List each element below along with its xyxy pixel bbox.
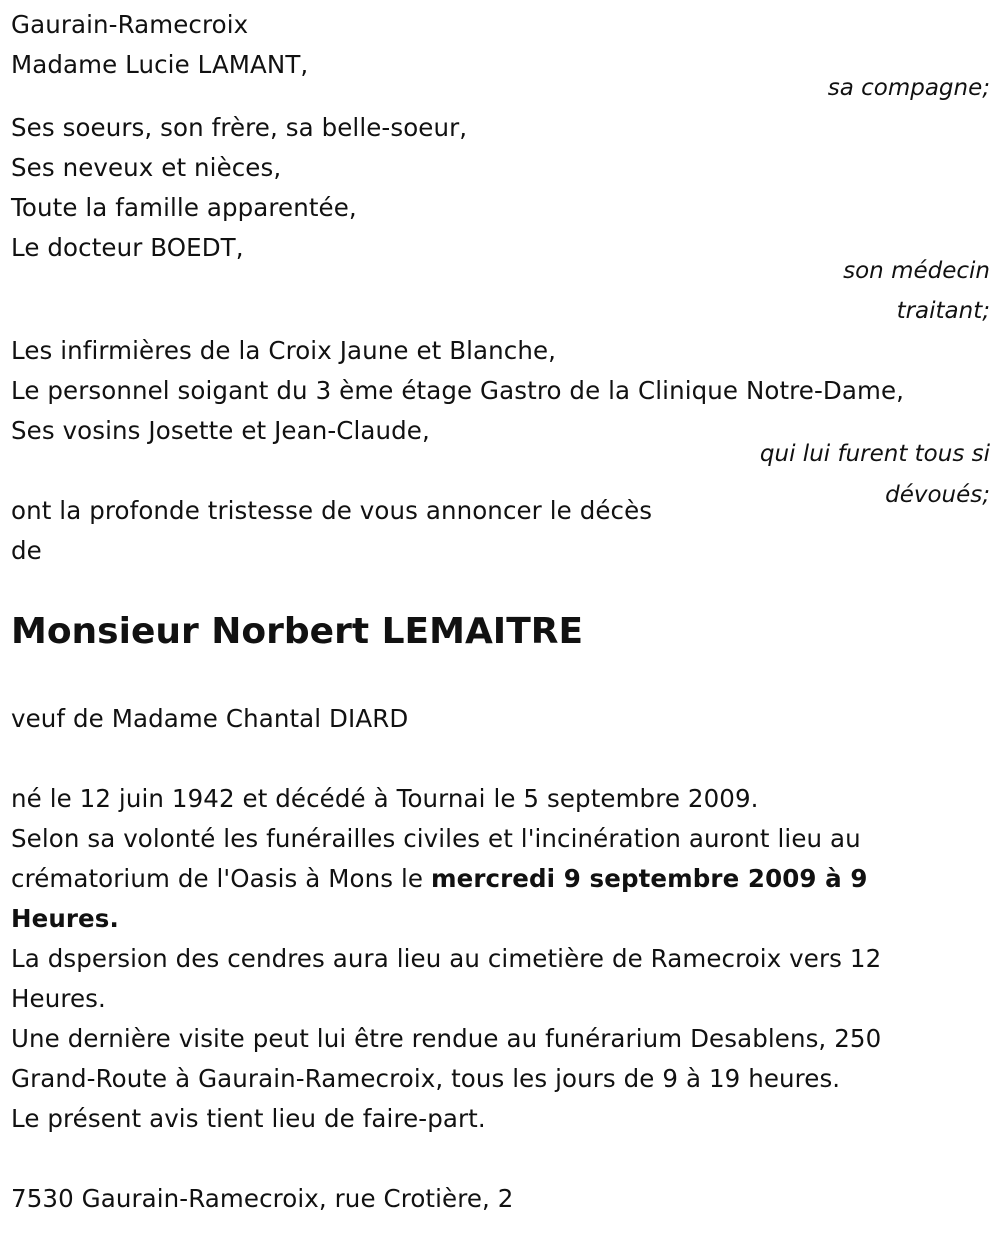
care-line: Le personnel soigant du 3 ème étage Gastro de la Clinique Notre-Dame, [11, 376, 905, 405]
announcement-line: ont la profonde tristesse de vous annoncer le décès [11, 496, 653, 525]
family-line: Ses soeurs, son frère, sa belle-soeur, [11, 113, 468, 142]
care-note: qui lui furent tous si [759, 441, 990, 467]
doctor-note: traitant; [896, 298, 990, 324]
address-line: 7530 Gaurain-Ramecroix, rue Crotière, 2 [11, 1184, 514, 1213]
deceased-name: Monsieur Norbert LEMAITRE [11, 611, 584, 652]
care-line: Ses vosins Josette et Jean-Claude, [11, 416, 430, 445]
care-note: dévoués; [885, 482, 990, 508]
partner-note: sa compagne; [827, 75, 990, 101]
dispersion-line: Heures. [11, 984, 106, 1013]
widower-line: veuf de Madame Chantal DIARD [11, 704, 409, 733]
notice-line: Le présent avis tient lieu de faire-part. [11, 1104, 486, 1133]
funeral-date: mercredi 9 septembre 2009 à 9 [430, 864, 868, 893]
announcement-line: de [11, 536, 42, 565]
birth-death-line: né le 12 juin 1942 et décédé à Tournai le 5 septembre 2009. [11, 784, 759, 813]
care-line: Les infirmières de la Croix Jaune et Blanche, [11, 336, 557, 365]
doctor-note: son médecin [843, 258, 990, 284]
funeral-line [11, 859, 868, 899]
funeral-time: Heures. [11, 904, 119, 933]
family-line: Toute la famille apparentée, [11, 193, 357, 222]
visit-line: Grand-Route à Gaurain-Ramecroix, tous les jours de 9 à 19 heures. [11, 1064, 841, 1093]
partner-line: Madame Lucie LAMANT, [11, 50, 309, 79]
town-line: Gaurain-Ramecroix [11, 10, 249, 39]
family-line: Le docteur BOEDT, [11, 233, 244, 262]
visit-line: Une dernière visite peut lui être rendue au funérarium Desablens, 250 [11, 1024, 882, 1053]
family-line: Ses neveux et nièces, [11, 153, 282, 182]
funeral-location: crématorium de l'Oasis à Mons le [11, 864, 431, 893]
dispersion-line: La dspersion des cendres aura lieu au cimetière de Ramecroix vers 12 [11, 944, 882, 973]
funeral-line: Selon sa volonté les funérailles civiles et l'incinération auront lieu au [11, 824, 861, 853]
